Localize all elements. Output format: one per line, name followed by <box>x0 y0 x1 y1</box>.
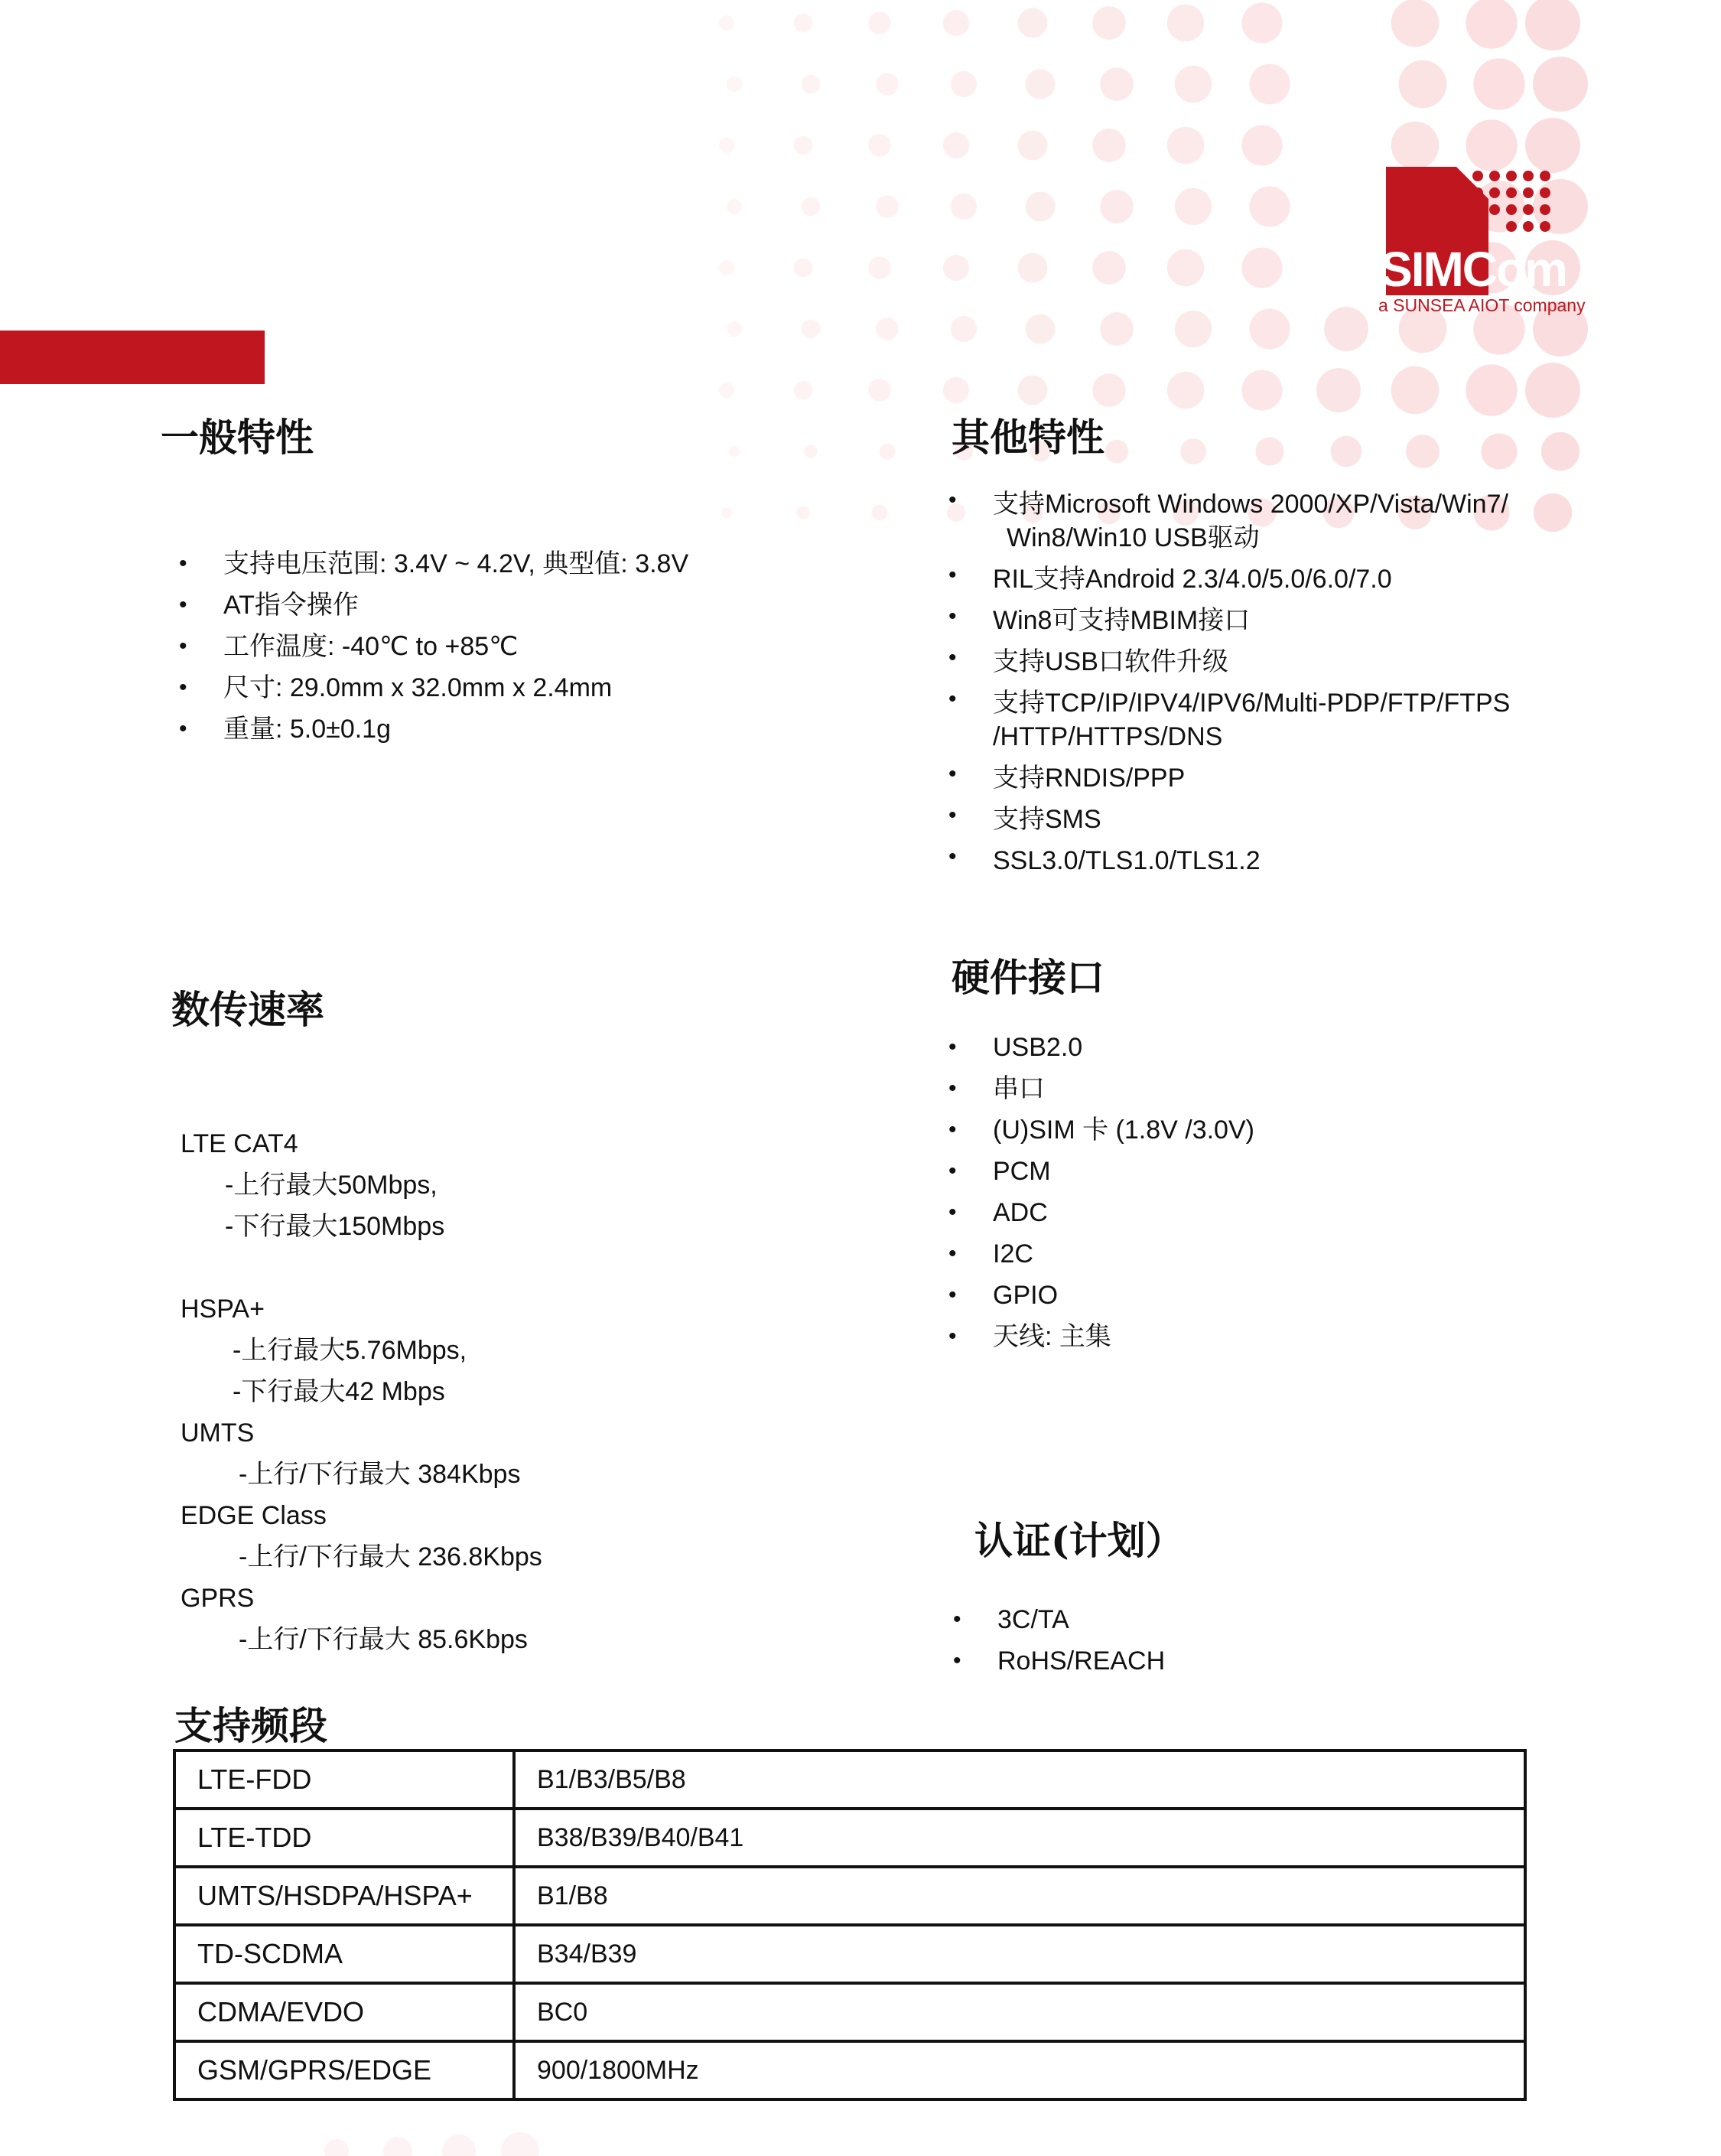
background-dot <box>442 2135 476 2156</box>
background-dot <box>1525 363 1580 418</box>
background-dot <box>1175 66 1212 103</box>
table-row <box>174 1809 1525 1867</box>
logo-tagline: a SUNSEA AIOT company <box>1378 295 1586 315</box>
list-item <box>948 484 1510 559</box>
background-dot <box>872 505 888 521</box>
background-dot <box>1092 129 1126 162</box>
background-dot <box>943 377 969 403</box>
background-dot <box>1018 8 1048 38</box>
hardware-interfaces-list <box>948 1027 1254 1357</box>
background-dot <box>868 134 890 156</box>
list-item <box>948 641 1510 682</box>
background-dot <box>802 75 821 94</box>
background-dot <box>1481 433 1517 469</box>
background-dot <box>727 321 742 337</box>
background-dot <box>1175 311 1212 347</box>
background-dot <box>794 14 813 33</box>
background-dot <box>1167 249 1204 286</box>
band-value-cell: 900/1800MHz <box>514 2041 1525 2099</box>
background-dot <box>868 11 890 34</box>
background-dot <box>1026 70 1056 99</box>
background-dot <box>1399 60 1447 109</box>
background-dot <box>802 197 821 217</box>
certification-list <box>953 1599 1165 1682</box>
background-dot <box>1391 0 1440 47</box>
list-item: • (U)SIM 卡 (1.8V /3.0V) <box>948 1109 1254 1151</box>
list-item: • RoHS/REACH <box>953 1640 1165 1682</box>
band-name-cell: UMTS/HSDPA/HSPA+ <box>174 1867 514 1925</box>
data-rates-list <box>181 1123 542 1660</box>
rate-line: -下行最大150Mbps <box>225 1212 445 1241</box>
background-dot <box>1255 437 1283 465</box>
band-value-cell: B38/B39/B40/B41 <box>514 1809 1525 1867</box>
background-dot <box>1018 131 1048 161</box>
background-dot <box>943 255 969 281</box>
background-dot <box>880 444 896 460</box>
background-dot <box>1241 370 1282 410</box>
background-dot <box>1105 440 1129 464</box>
background-dot <box>1541 432 1579 471</box>
list-item-line: • Win8可支持MBIM接口 <box>993 606 1251 635</box>
list-item-line: • 支持TCP/IP/IPV4/IPV6/Multi-PDP/FTP/FTPS <box>993 689 1511 718</box>
rate-line: -下行最大42 Mbps <box>233 1377 445 1406</box>
background-dot <box>719 138 734 153</box>
list-item: • 天线: 主集 <box>948 1316 1254 1357</box>
band-name-cell: GSM/GPRS/EDGE <box>174 2041 514 2099</box>
background-dot <box>802 320 821 339</box>
rate-line: UMTS <box>181 1418 255 1448</box>
background-dot <box>1092 6 1126 40</box>
background-dot <box>1466 0 1517 49</box>
band-name-cell: LTE-FDD <box>174 1751 514 1809</box>
background-dot <box>868 379 890 401</box>
background-dot <box>727 77 742 92</box>
background-dot <box>1331 436 1362 467</box>
band-value-cell: BC0 <box>514 1983 1525 2041</box>
band-value-cell: B34/B39 <box>514 1925 1525 1983</box>
band-name-cell: TD-SCDMA <box>174 1925 514 1983</box>
background-dot <box>876 73 898 95</box>
band-value-cell: B1/B3/B5/B8 <box>514 1751 1525 1809</box>
list-item-line: • SSL3.0/TLS1.0/TLS1.2 <box>993 846 1261 875</box>
list-item: • 尺寸: 29.0mm x 32.0mm x 2.4mm <box>179 667 688 708</box>
background-dot <box>1167 372 1204 409</box>
rate-line <box>181 1247 542 1288</box>
bands-title: 支持频段 <box>174 1703 327 1748</box>
background-dot <box>876 318 898 340</box>
background-dot <box>794 259 813 278</box>
certification-title: 认证(计划） <box>974 1518 1184 1563</box>
background-dot <box>1241 247 1282 288</box>
table-row <box>174 1867 1525 1925</box>
other-features-title: 其他特性 <box>952 415 1104 460</box>
rate-line: EDGE Class <box>181 1501 327 1530</box>
background-dot <box>951 316 977 342</box>
background-dot <box>719 383 734 398</box>
background-dot <box>1018 253 1048 283</box>
background-dot <box>1092 373 1126 407</box>
rate-line: -上行/下行最大 236.8Kbps <box>239 1542 542 1571</box>
list-item <box>948 682 1510 757</box>
list-item <box>948 840 1510 881</box>
background-dot <box>1316 368 1361 412</box>
bands-table <box>173 1749 1527 2101</box>
background-dot <box>1249 308 1290 349</box>
background-dot <box>868 256 890 278</box>
table-row <box>174 1925 1525 1983</box>
background-dot <box>951 71 977 97</box>
background-dot <box>796 506 809 519</box>
background-dot <box>719 15 734 31</box>
background-dot <box>1167 127 1204 164</box>
list-item <box>948 757 1510 799</box>
background-dot <box>1241 125 1282 165</box>
data-rates-title: 数传速率 <box>171 987 324 1032</box>
background-dot <box>794 381 813 400</box>
background-dot <box>951 194 977 220</box>
hardware-interfaces-title: 硬件接口 <box>952 955 1104 1000</box>
band-name-cell: CDMA/EVDO <box>174 1983 514 2041</box>
logo-sim-text: SIMCom <box>1380 242 1566 297</box>
background-dot <box>727 199 742 214</box>
list-item <box>948 799 1510 840</box>
list-item-line: • 支持RNDIS/PPP <box>993 764 1186 793</box>
background-dot <box>804 445 817 458</box>
list-item: • 工作温度: -40℃ to +85℃ <box>179 626 688 667</box>
background-dot <box>1026 192 1056 222</box>
background-dot <box>729 446 740 457</box>
rate-line: -上行最大5.76Mbps, <box>233 1336 467 1365</box>
background-dot <box>1241 2 1282 43</box>
background-dot <box>1092 251 1126 285</box>
background-dot <box>1466 364 1517 415</box>
rate-line: GPRS <box>181 1584 255 1613</box>
background-dot <box>1167 5 1204 41</box>
general-features-list <box>179 543 688 750</box>
background-dot <box>1391 122 1440 170</box>
background-dot <box>1406 435 1440 468</box>
band-name-cell: LTE-TDD <box>174 1809 514 1867</box>
background-dot <box>794 136 813 155</box>
table-row <box>174 2041 1525 2099</box>
rate-line: -上行最大50Mbps, <box>225 1171 438 1200</box>
background-dot <box>721 507 732 518</box>
list-item: • I2C <box>948 1233 1254 1275</box>
list-item: • 重量: 5.0±0.1g <box>179 708 688 750</box>
background-dot <box>1018 376 1048 405</box>
rate-line: -上行/下行最大 384Kbps <box>239 1460 521 1489</box>
list-item-line: • RIL支持Android 2.3/4.0/5.0/6.0/7.0 <box>993 565 1392 594</box>
background-dot <box>324 2139 349 2156</box>
list-item-line: • 支持Microsoft Windows 2000/XP/Vista/Win7/ <box>993 490 1508 519</box>
background-dot <box>1180 438 1206 464</box>
list-item-line: /HTTP/HTTPS/DNS <box>993 722 1223 751</box>
list-item <box>948 559 1510 600</box>
header-accent-bar <box>0 331 265 384</box>
background-dot <box>383 2137 412 2156</box>
background-dot <box>1100 312 1134 346</box>
background-dot <box>1249 186 1290 226</box>
band-value-cell: B1/B8 <box>514 1867 1525 1925</box>
rate-line: HSPA+ <box>181 1295 265 1324</box>
background-dot <box>1533 57 1588 112</box>
list-item-line: • 支持SMS <box>993 805 1101 834</box>
background-dot <box>876 195 898 217</box>
background-dot <box>719 260 734 275</box>
table-row <box>174 1983 1525 2041</box>
background-dot <box>1100 67 1134 101</box>
background-dot <box>943 10 969 36</box>
background-dot <box>943 132 969 158</box>
background-dot <box>1100 190 1134 223</box>
rate-line: -上行/下行最大 85.6Kbps <box>239 1625 528 1654</box>
table-row <box>174 1751 1525 1809</box>
background-dot <box>1391 366 1440 415</box>
background-dot <box>1249 64 1290 104</box>
background-dot <box>1473 58 1524 109</box>
list-item: • ADC <box>948 1192 1254 1233</box>
list-item: • GPIO <box>948 1275 1254 1316</box>
background-dot <box>1525 0 1580 50</box>
list-item: • 支持电压范围: 3.4V ~ 4.2V, 典型值: 3.8V <box>179 543 688 585</box>
background-dot <box>1534 493 1572 532</box>
list-item: • PCM <box>948 1151 1254 1192</box>
background-dot <box>501 2132 539 2156</box>
list-item-line: • 支持USB口软件升级 <box>993 647 1228 676</box>
list-item: • 3C/TA <box>953 1599 1165 1640</box>
list-item: • USB2.0 <box>948 1027 1254 1068</box>
list-item: • 串口 <box>948 1068 1254 1109</box>
background-dot <box>1026 314 1056 344</box>
rate-line: LTE CAT4 <box>181 1129 298 1158</box>
background-dot <box>1466 119 1517 171</box>
other-features-list <box>948 484 1510 881</box>
list-item-line: Win8/Win10 USB驱动 <box>1007 523 1260 552</box>
list-item <box>948 600 1510 641</box>
background-dot <box>1175 188 1212 225</box>
background-dot <box>1324 307 1368 351</box>
general-features-title: 一般特性 <box>161 415 314 460</box>
list-item: • AT指令操作 <box>179 585 688 626</box>
